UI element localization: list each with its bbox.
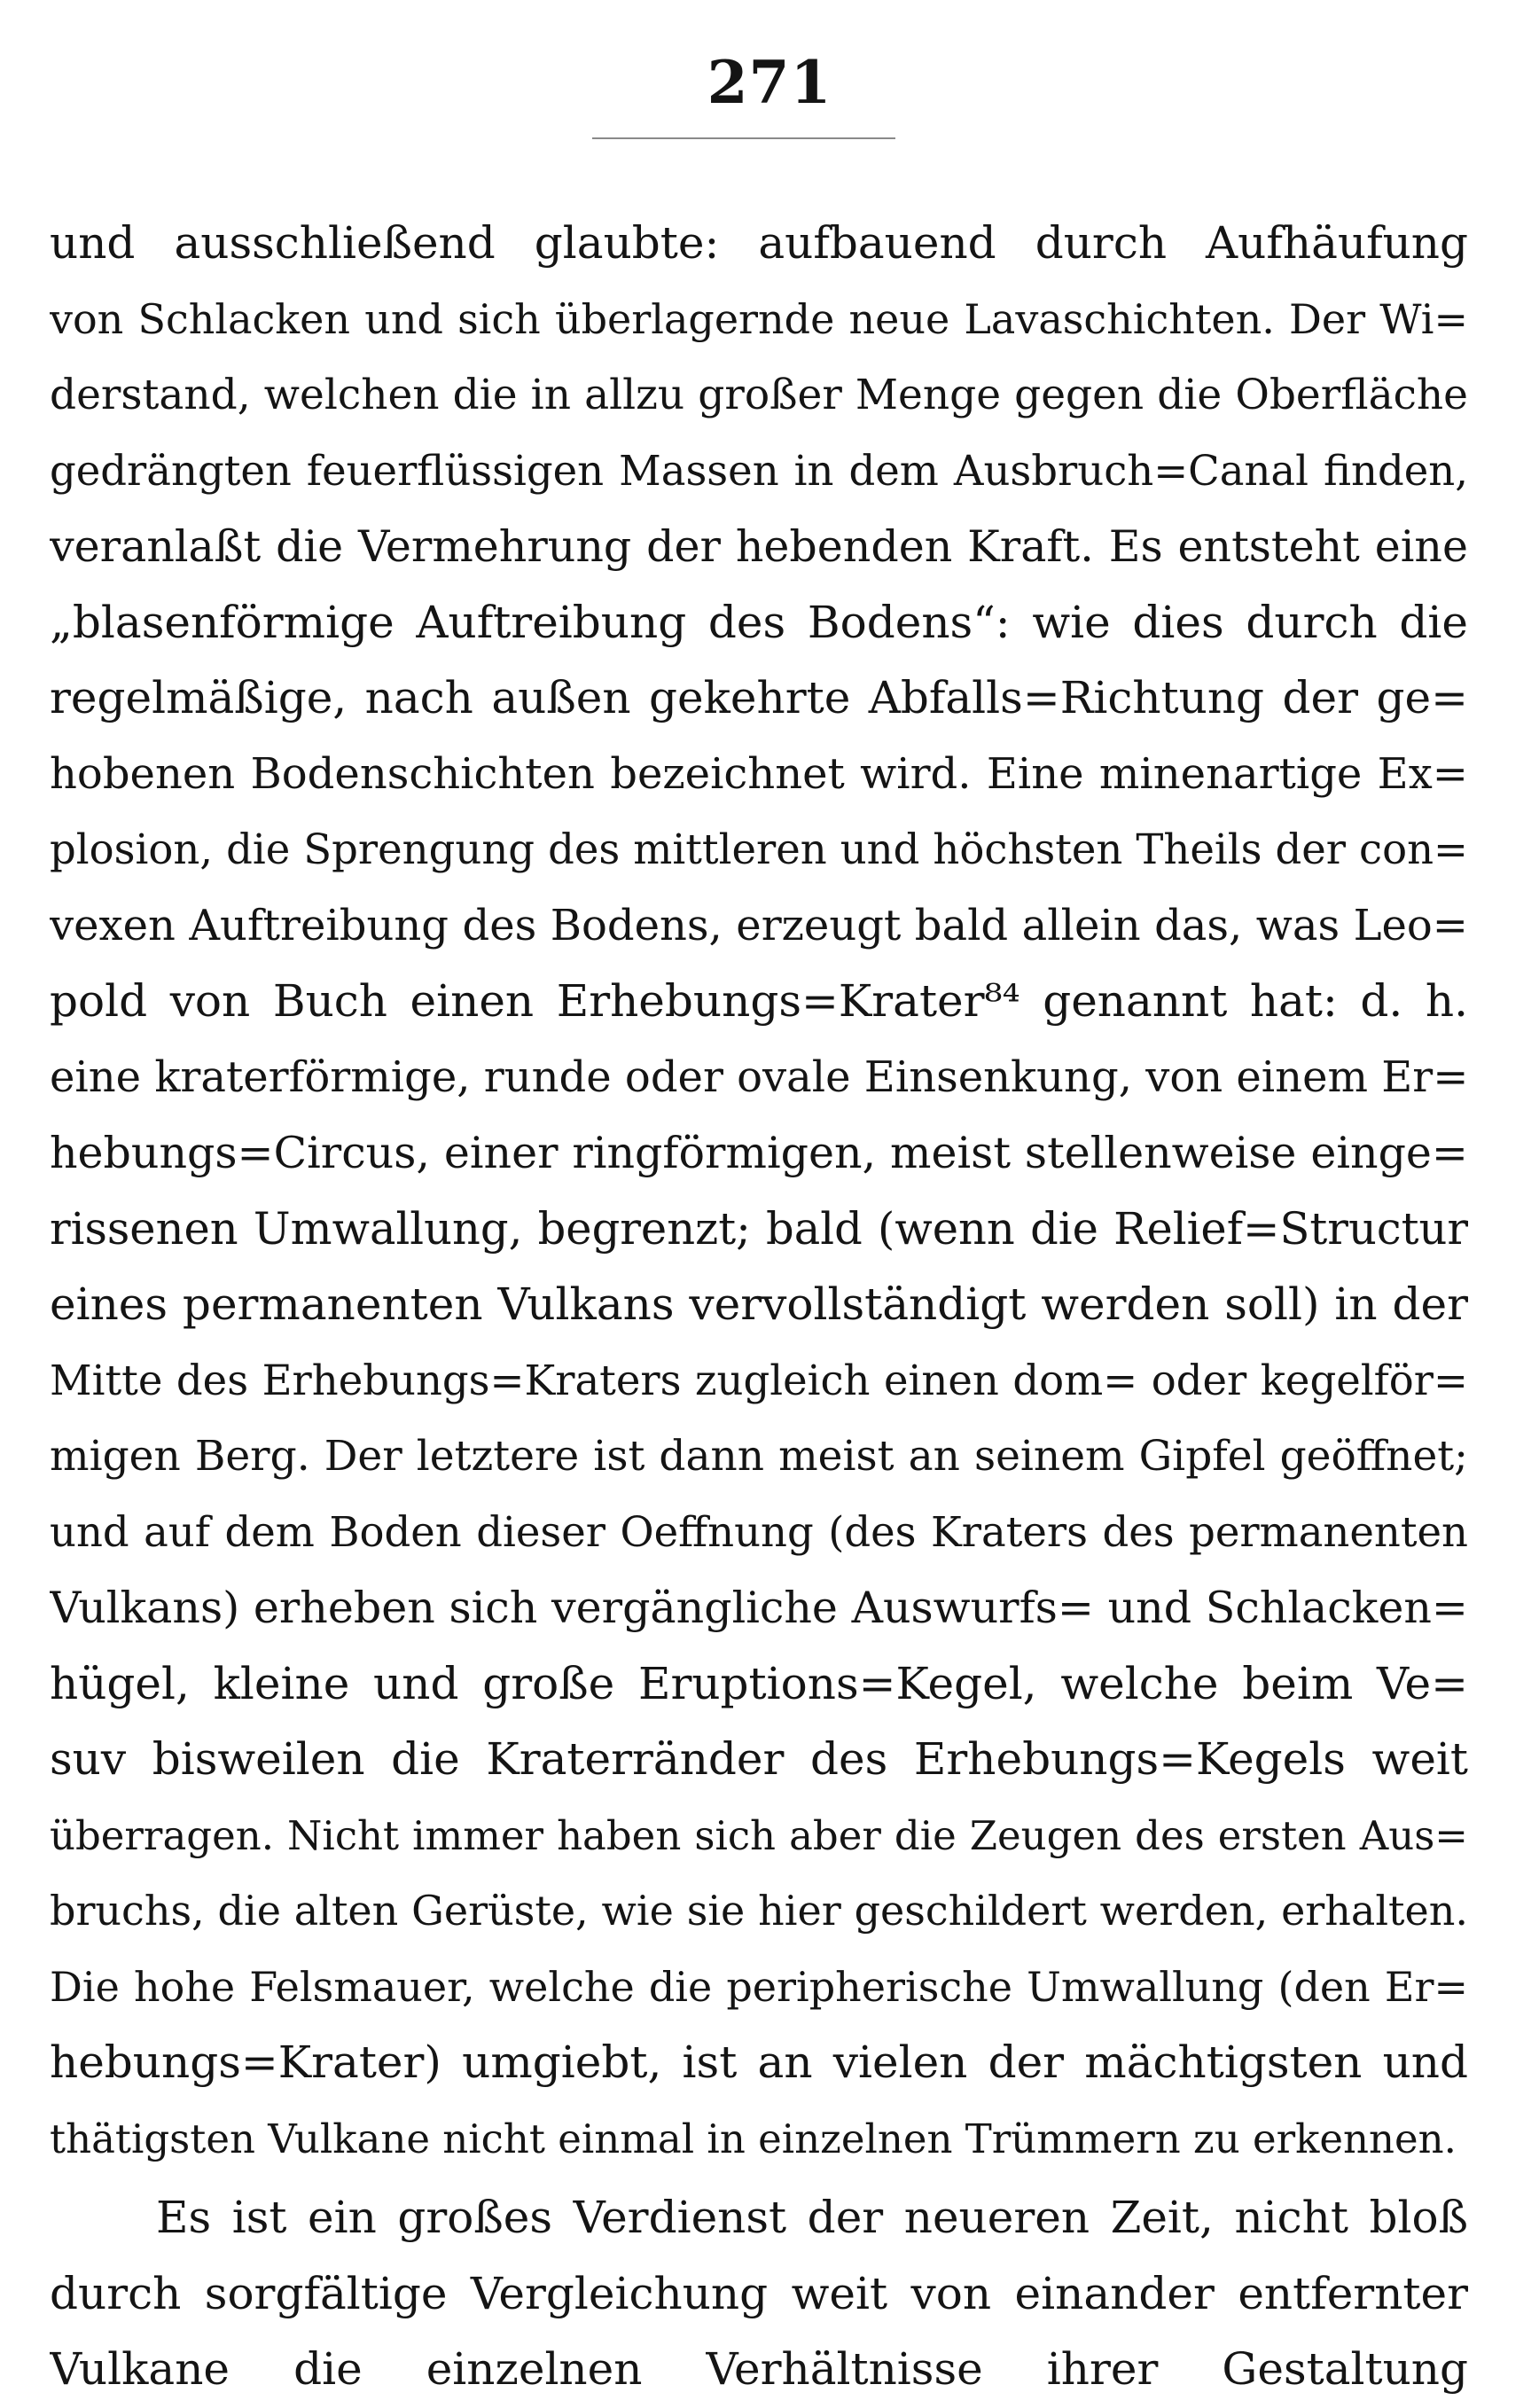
text-line: plosion, die Sprengung des mittleren und höchsten Theils der con= bbox=[50, 825, 1468, 873]
paragraph bbox=[50, 2180, 1468, 2408]
text-line: und auf dem Boden dieser Oeffnung (des Kraters des permanenten bbox=[50, 1507, 1468, 1556]
text-line: veranlaßt die Vermehrung der hebenden Kraft. Es entsteht eine bbox=[50, 521, 1468, 572]
text-line: pold von Buch einen Erhebungs=Krater⁸⁴ genannt hat: d. h. bbox=[50, 975, 1468, 1027]
text-line: von Schlacken und sich überlagernde neue Lavaschichten. Der Wi= bbox=[50, 294, 1468, 343]
text-line: und ausschließend glaubte: aufbauend durch Aufhäufung bbox=[50, 217, 1468, 269]
text-line: hügel, kleine und große Eruptions=Kegel, welche beim Ve= bbox=[50, 1657, 1468, 1709]
text-line: Mitte des Erhebungs=Kraters zugleich einen dom= oder kegelför= bbox=[50, 1356, 1468, 1404]
text-line: „blasenförmige Auftreibung des Bodens“: wie dies durch die bbox=[50, 596, 1468, 648]
text-line: durch sorgfältige Vergleichung weit von einander entfernter bbox=[50, 2267, 1468, 2319]
text-line: Vulkans) erheben sich vergängliche Auswurfs= und Schlacken= bbox=[50, 1583, 1468, 1633]
text-line: Vulkane die einzelnen Verhältnisse ihrer Gestaltung bbox=[50, 2343, 1468, 2395]
paragraph bbox=[50, 206, 1468, 2177]
text-line: suv bisweilen die Kraterränder des Erhebungs=Kegels weit bbox=[50, 1733, 1468, 1785]
text-line: gedrängten feuerflüssigen Massen in dem Ausbruch=Canal finden, bbox=[50, 446, 1468, 495]
text-line: eines permanenten Vulkans vervollständigt werden soll) in der bbox=[50, 1278, 1468, 1330]
text-line: bruchs, die alten Gerüste, wie sie hier geschildert werden, erhalten. bbox=[50, 1887, 1468, 1935]
text-line: hobenen Bodenschichten bezeichnet wird. Eine minenartige Ex= bbox=[50, 748, 1468, 799]
page-number: 271 bbox=[707, 48, 832, 117]
text-line: vexen Auftreibung des Bodens, erzeugt bald allein das, was Leo= bbox=[50, 900, 1468, 950]
text-line: thätigsten Vulkane nicht einmal in einzelnen Trümmern zu erkennen. bbox=[50, 2115, 1457, 2162]
text-line: Die hohe Felsmauer, welche die peripherische Umwallung (den Er= bbox=[50, 1962, 1468, 2011]
text-line: eine kraterförmige, runde oder ovale Einsenkung, von einem Er= bbox=[50, 1052, 1468, 1102]
header-rule bbox=[592, 137, 895, 139]
text-line: regelmäßige, nach außen gekehrte Abfalls=Richtung der ge= bbox=[50, 672, 1468, 723]
text-line: hebungs=Krater) umgiebt, ist an vielen der mächtigsten und bbox=[50, 2037, 1468, 2088]
text-line: rissenen Umwallung, begrenzt; bald (wenn die Relief=Structur bbox=[50, 1202, 1468, 1255]
text-line: überragen. Nicht immer haben sich aber die Zeugen des ersten Aus= bbox=[50, 1811, 1468, 1859]
text-line: migen Berg. Der letztere ist dann meist an seinem Gipfel geöffnet; bbox=[50, 1432, 1468, 1481]
text-line: derstand, welchen die in allzu großer Menge gegen die Oberfläche bbox=[50, 371, 1468, 419]
body-text bbox=[50, 206, 1468, 2408]
text-line: hebungs=Circus, einer ringförmigen, meist stellenweise einge= bbox=[50, 1128, 1468, 1178]
text-line: Es ist ein großes Verdienst der neueren Zeit, nicht bloß bbox=[156, 2192, 1468, 2243]
